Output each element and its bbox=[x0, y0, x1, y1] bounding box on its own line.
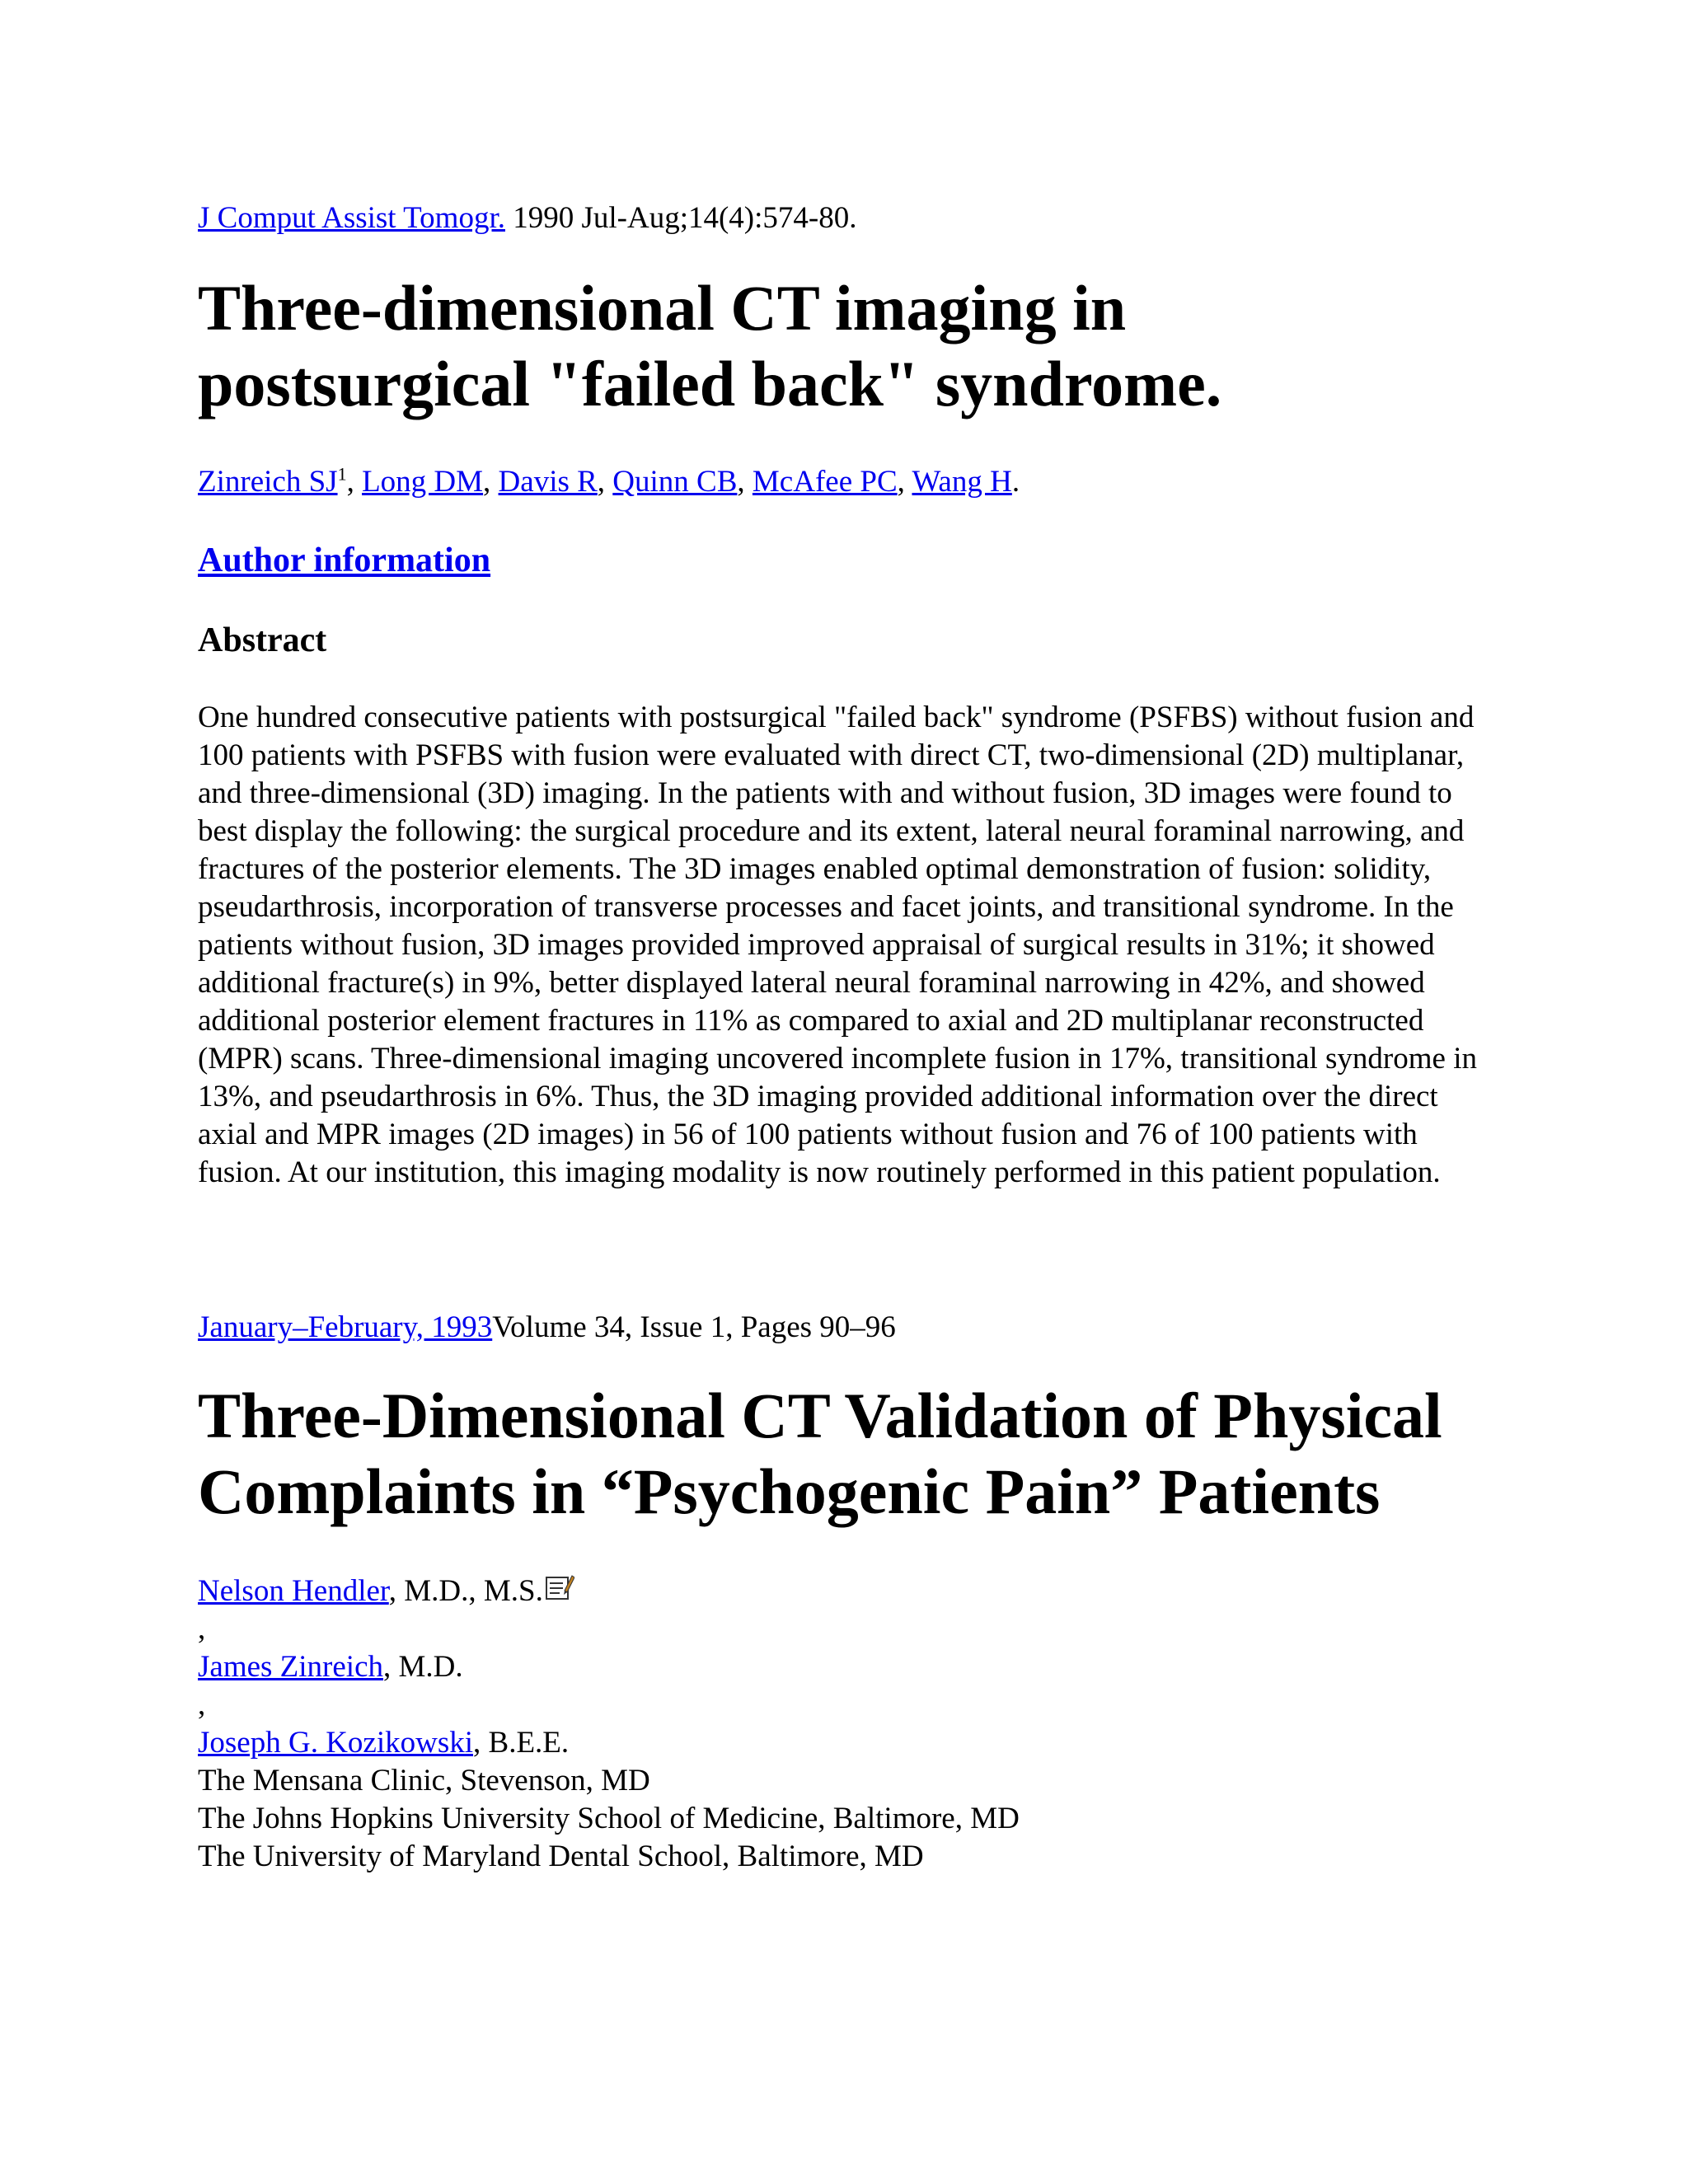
author-link[interactable]: Wang H bbox=[912, 465, 1012, 499]
second-article-title-line-2: Complaints in “Psychogenic Pain” Patients bbox=[198, 1455, 1381, 1527]
author-list-end: . bbox=[1011, 465, 1020, 499]
article-title-line-1: Three-dimensional CT imaging in bbox=[198, 272, 1127, 344]
journal-link[interactable]: J Comput Assist Tomogr. bbox=[198, 201, 505, 235]
author-comma-line: , bbox=[198, 1612, 206, 1646]
author-separator: , bbox=[346, 465, 363, 499]
abstract-heading: Abstract bbox=[198, 621, 327, 659]
author-degree: , B.E.E. bbox=[473, 1726, 570, 1760]
author-list bbox=[198, 463, 1020, 501]
volume-details: Volume 34, Issue 1, Pages 90–96 bbox=[492, 1310, 896, 1344]
issue-date-link[interactable]: January–February, 1993 bbox=[198, 1310, 493, 1344]
author-link-zinreich[interactable]: James Zinreich bbox=[198, 1650, 383, 1684]
affiliation-line: The Johns Hopkins University School of Medicine, Baltimore, MD bbox=[198, 1802, 1020, 1835]
author-separator: , bbox=[597, 465, 613, 499]
author-link[interactable]: Long DM bbox=[362, 465, 484, 499]
second-author-list bbox=[198, 1572, 1020, 1876]
author-separator: , bbox=[897, 465, 912, 499]
author-information-heading bbox=[198, 540, 490, 581]
author-information-link[interactable]: Author information bbox=[198, 541, 491, 579]
article-title-line-2: postsurgical "failed back" syndrome. bbox=[198, 348, 1222, 419]
edit-note-icon[interactable] bbox=[545, 1572, 574, 1612]
affiliation-line: The University of Maryland Dental School, Baltimore, MD bbox=[198, 1840, 924, 1873]
citation-details: 1990 Jul-Aug;14(4):574-80. bbox=[504, 201, 857, 235]
author-link-hendler[interactable]: Nelson Hendler bbox=[198, 1574, 389, 1608]
second-article-citation bbox=[198, 1309, 896, 1347]
author-link[interactable]: McAfee PC bbox=[752, 465, 898, 499]
author-line-2 bbox=[198, 1648, 1020, 1686]
author-separator: , bbox=[483, 465, 499, 499]
affiliation-superscript: 1 bbox=[337, 463, 347, 485]
second-article-title bbox=[198, 1378, 1533, 1530]
author-line-1 bbox=[198, 1572, 1020, 1610]
author-degree: , M.D., M.S. bbox=[388, 1574, 543, 1608]
author-link[interactable]: Davis R bbox=[498, 465, 598, 499]
affiliation-line: The Mensana Clinic, Stevenson, MD bbox=[198, 1764, 650, 1797]
author-link[interactable]: Quinn CB bbox=[612, 465, 738, 499]
author-separator: , bbox=[737, 465, 753, 499]
abstract-text: One hundred consecutive patients with postsurgical "failed back" syndrome (PSFBS) without fusion and 100 patients with PSFBS with fusion were evaluated with direct CT, two-dimensional (2D) multiplanar, and three-dimensional (3D) imaging. In the patients with and without fusion, 3D images were found to best display the following: the surgical procedure and its extent, lateral neural foraminal narrowing, and fractures of the posterior elements. The 3D images enabled optimal demonstration of fusion: solidity, pseudarthrosis, incorporation of transverse processes and facet joints, and transitional syndrome. In the patients without fusion, 3D images provided improved appraisal of surgical results in 31%; it showed additional fracture(s) in 9%, better displayed lateral neural foraminal narrowing in 42%, and showed additional posterior element fractures in 11% as compared to axial and 2D multiplanar reconstructed (MPR) scans. Three-dimensional imaging uncovered incomplete fusion in 17%, transitional syndrome in 13%, and pseudarthrosis in 6%. Thus, the 3D imaging provided additional information over the direct axial and MPR images (2D images) in 56 of 100 patients without fusion and 76 of 100 patients with fusion. At our institution, this imaging modality is now routinely performed in this patient population. bbox=[198, 701, 1477, 1189]
author-comma-line: , bbox=[198, 1688, 206, 1722]
article-title bbox=[198, 270, 1517, 422]
journal-citation bbox=[198, 199, 856, 237]
author-line-3 bbox=[198, 1724, 1020, 1762]
second-article-title-line-1: Three-Dimensional CT Validation of Physical bbox=[198, 1380, 1442, 1451]
author-link-kozikowski[interactable]: Joseph G. Kozikowski bbox=[198, 1726, 474, 1760]
author-degree: , M.D. bbox=[383, 1650, 463, 1684]
author-link[interactable]: Zinreich SJ bbox=[198, 465, 338, 499]
